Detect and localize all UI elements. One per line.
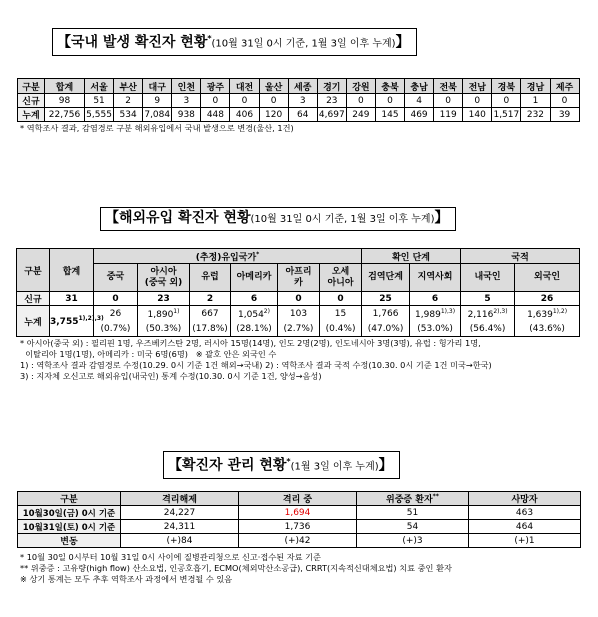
cell-percent: (47.0%) xyxy=(362,323,410,337)
cell-percent: (2.7%) xyxy=(278,323,320,337)
cell-percent: (0.4%) xyxy=(320,323,362,337)
column-header: 광주 xyxy=(201,79,230,94)
isolated-highlight-value: 1,694 xyxy=(239,506,357,520)
cumulative-total xyxy=(50,306,104,337)
table-cell: 406 xyxy=(230,108,259,122)
column-header: 검역단계 xyxy=(362,264,410,292)
domestic-note: * 역학조사 결과, 감염경로 구분 해외유입에서 국내 발생으로 변경(울산, 1건) xyxy=(20,123,294,133)
cell-percent: (17.8%) xyxy=(190,323,231,337)
overseas-cases-table xyxy=(16,248,580,337)
management-note-line: ** 위중증 : 고유량(high flow) 산소요법, 인공호흡기, ECMO(체외막산소공급), CRRT(지속적신대체요법) 치료 중인 환자 xyxy=(20,563,452,573)
cell-value: 1,639 xyxy=(527,310,553,321)
col-critical: 위중증 환자** xyxy=(357,492,469,506)
table-cell: 6 xyxy=(231,292,278,306)
management-table xyxy=(17,491,581,548)
table-cell: 22,756 xyxy=(45,108,85,122)
cell-percent: (53.0%) xyxy=(410,323,461,337)
table-row: 변동 (+)84 (+)42 (+)3 (+)1 xyxy=(18,534,581,548)
table-cell: 25 xyxy=(362,292,410,306)
table-cell: 0 xyxy=(346,94,375,108)
table-cell: 0 xyxy=(230,94,259,108)
table-cell: 1,517 xyxy=(493,109,520,120)
cell-percent: (56.4%) xyxy=(461,323,515,337)
column-header: 전남 xyxy=(463,79,492,94)
table-cell: 23 xyxy=(138,292,190,306)
table-cell: 534 xyxy=(114,108,143,122)
table-cell: 0 xyxy=(320,292,362,306)
table-cell: 140 xyxy=(463,108,492,122)
cell-value: 26 xyxy=(109,309,122,320)
table-cell xyxy=(410,306,461,323)
table-cell: 938 xyxy=(172,108,201,122)
table-cell: 4 xyxy=(405,94,434,108)
table-cell: 31 xyxy=(50,292,94,306)
cell-value: 1,890 xyxy=(147,310,174,321)
column-header: 세종 xyxy=(288,79,317,94)
table-cell: 64 xyxy=(288,108,317,122)
table-cell xyxy=(515,306,580,323)
table-row xyxy=(18,94,580,108)
table-cell xyxy=(461,306,515,323)
table-cell: 249 xyxy=(346,108,375,122)
management-header-row xyxy=(18,492,581,506)
column-header: 충북 xyxy=(375,79,404,94)
col-group-stage: 확인 단계 xyxy=(362,249,461,264)
footnote-marker: 1),3) xyxy=(440,308,456,316)
table-cell: 6 xyxy=(410,292,461,306)
cell-value: 1,989 xyxy=(415,310,441,321)
column-header: 아메리카 xyxy=(231,264,278,292)
cell-value: 1,054 xyxy=(238,310,264,321)
table-cell: 469 xyxy=(405,108,434,122)
cell-value: 2,116 xyxy=(467,310,494,321)
table-cell: 98 xyxy=(45,94,85,108)
table-row xyxy=(18,108,580,122)
col-released: 격리해제 xyxy=(121,492,239,506)
footnote-marker: 1) xyxy=(173,308,180,316)
overseas-note-line: 3) : 지자체 오신고로 해외유입(내국인) 통계 수정(10.30. 0시 기준 1건, 양성→음성) xyxy=(20,371,322,381)
management-notes xyxy=(20,552,452,585)
table-cell: 0 xyxy=(492,94,521,108)
column-header: 울산 xyxy=(259,79,288,94)
cell-percent: (0.7%) xyxy=(94,323,138,337)
column-header: 외국인 xyxy=(515,264,580,292)
table-cell: 0 xyxy=(259,94,288,108)
row-label: 누계 xyxy=(17,306,50,337)
col-group-nationality: 국적 xyxy=(461,249,580,264)
table-cell: 3 xyxy=(288,94,317,108)
footnote-marker: 2) xyxy=(263,308,270,316)
table-cell: 4,697 xyxy=(318,109,345,120)
domestic-cases-table xyxy=(17,78,580,122)
table-cell: 0 xyxy=(463,94,492,108)
column-header: 구분 xyxy=(18,79,45,94)
column-header: 대구 xyxy=(143,79,172,94)
table-cell: 3 xyxy=(172,94,201,108)
column-header: 경남 xyxy=(521,79,550,94)
management-note-line: * 10월 30일 0시부터 10월 31일 0시 사이에 질병관리청으로 신고·접수된 자료 기준 xyxy=(20,552,321,562)
table-cell: 145 xyxy=(375,108,404,122)
table-cell: 1 xyxy=(521,94,550,108)
table-cell: 0 xyxy=(201,94,230,108)
col-gubun: 구분 xyxy=(18,492,121,506)
column-header: 오세 아니아 xyxy=(320,264,362,292)
column-header: 충남 xyxy=(405,79,434,94)
table-cell: 0 xyxy=(375,94,404,108)
table-row xyxy=(17,292,580,306)
table-cell xyxy=(320,306,362,323)
column-header: 강원 xyxy=(346,79,375,94)
table-row xyxy=(17,306,580,323)
overseas-note-line: 이탈리아 1명(1명), 아메리카 : 미국 6명(6명) ※ 괄호 안은 외국인 수 xyxy=(20,349,277,359)
footnote-marker: 1),2),3) xyxy=(78,315,104,322)
table-cell: 26 xyxy=(515,292,580,306)
overseas-header-row xyxy=(17,249,580,264)
column-header: 인천 xyxy=(172,79,201,94)
table-cell: 0 xyxy=(550,94,579,108)
table-cell: 0 xyxy=(94,292,138,306)
column-header: 부산 xyxy=(114,79,143,94)
table-cell: 9 xyxy=(143,94,172,108)
column-header: 서울 xyxy=(85,79,114,94)
cell-percent: (43.6%) xyxy=(515,323,580,337)
table-cell: 120 xyxy=(259,108,288,122)
table-cell: 7,084 xyxy=(144,109,171,120)
table-row: 10월30일(금) 0시 기준 24,227 1,694 51 463 xyxy=(18,506,581,520)
column-header: 전북 xyxy=(434,79,463,94)
column-header: 경기 xyxy=(317,79,346,94)
column-header: 내국인 xyxy=(461,264,515,292)
table-cell: 39 xyxy=(550,108,579,122)
domestic-header-row xyxy=(18,79,580,94)
column-header: 제주 xyxy=(550,79,579,94)
col-gubun: 구분 xyxy=(17,249,50,292)
col-total: 합계 xyxy=(50,249,94,292)
col-group-country: (추정)유입국가* xyxy=(94,249,362,264)
table-cell: 23 xyxy=(317,94,346,108)
cell-percent: (28.1%) xyxy=(231,323,278,337)
overseas-section-title: 【해외유입 확진자 현황(10월 31일 0시 기준, 1월 3일 이후 누계)】 xyxy=(100,207,456,231)
table-cell: 448 xyxy=(201,108,230,122)
table-cell: 5,555 xyxy=(86,109,112,120)
table-cell: 119 xyxy=(434,108,463,122)
column-header: 경북 xyxy=(492,79,521,94)
cell-value: 103 xyxy=(289,309,308,320)
table-row: 10월31일(토) 0시 기준 24,311 1,736 54 464 xyxy=(18,520,581,534)
table-cell: 232 xyxy=(521,108,550,122)
table-row xyxy=(17,323,580,337)
overseas-note-line: * 아시아(중국 외) : 필리핀 1명, 우즈베키스탄 2명, 러시아 15명(14명), 인도 2명(2명), 인도네시아 3명(3명), 유럽 : 헝가리 1명, xyxy=(20,338,481,348)
column-header: 중국 xyxy=(94,264,138,292)
column-header: 아프리 카 xyxy=(278,264,320,292)
column-header: 아시아 (중국 외) xyxy=(138,264,190,292)
cell-value: 15 xyxy=(334,309,347,320)
footnote-marker: 2),3) xyxy=(493,308,508,316)
domestic-section-title: 【국내 발생 확진자 현황*(10월 31일 0시 기준, 1월 3일 이후 누계)】 xyxy=(52,28,417,56)
footnote-marker: 1),2) xyxy=(552,308,568,316)
row-label: 신규 xyxy=(17,292,50,306)
column-header: 지역사회 xyxy=(410,264,461,292)
overseas-notes xyxy=(20,338,492,382)
cell-percent: (50.3%) xyxy=(138,323,190,337)
overseas-note-line: 1) : 역학조사 결과 감염경로 수정(10.29. 0시 기준 1건 해외→국내) 2) : 역학조사 결과 국적 수정(10.30. 0시 기준 1건 미국→한국) xyxy=(20,360,492,370)
management-note-line: ※ 상기 통계는 모두 추후 역학조사 과정에서 변경될 수 있음 xyxy=(20,574,233,584)
table-cell xyxy=(362,306,410,323)
overseas-subheader-row xyxy=(17,264,580,292)
column-header: 대전 xyxy=(230,79,259,94)
management-section-title: 【확진자 관리 현황*(1월 3일 이후 누계)】 xyxy=(163,451,400,479)
column-header: 유럽 xyxy=(190,264,231,292)
cumulative-total-value: 3,755 xyxy=(50,317,79,327)
col-deaths: 사망자 xyxy=(469,492,581,506)
cell-value: 1,766 xyxy=(372,309,399,320)
col-isolated: 격리 중 xyxy=(239,492,357,506)
table-cell: 51 xyxy=(85,94,114,108)
table-cell xyxy=(190,306,231,323)
table-cell xyxy=(138,306,190,323)
table-cell: 0 xyxy=(434,94,463,108)
row-label: 신규 xyxy=(18,94,45,108)
row-label: 누계 xyxy=(18,108,45,122)
table-cell xyxy=(231,306,278,323)
table-cell: 2 xyxy=(114,94,143,108)
table-cell: 5 xyxy=(461,292,515,306)
table-cell: 0 xyxy=(278,292,320,306)
cell-value: 667 xyxy=(201,309,219,320)
table-cell: 2 xyxy=(190,292,231,306)
column-header: 합계 xyxy=(45,79,85,94)
table-cell xyxy=(278,306,320,323)
